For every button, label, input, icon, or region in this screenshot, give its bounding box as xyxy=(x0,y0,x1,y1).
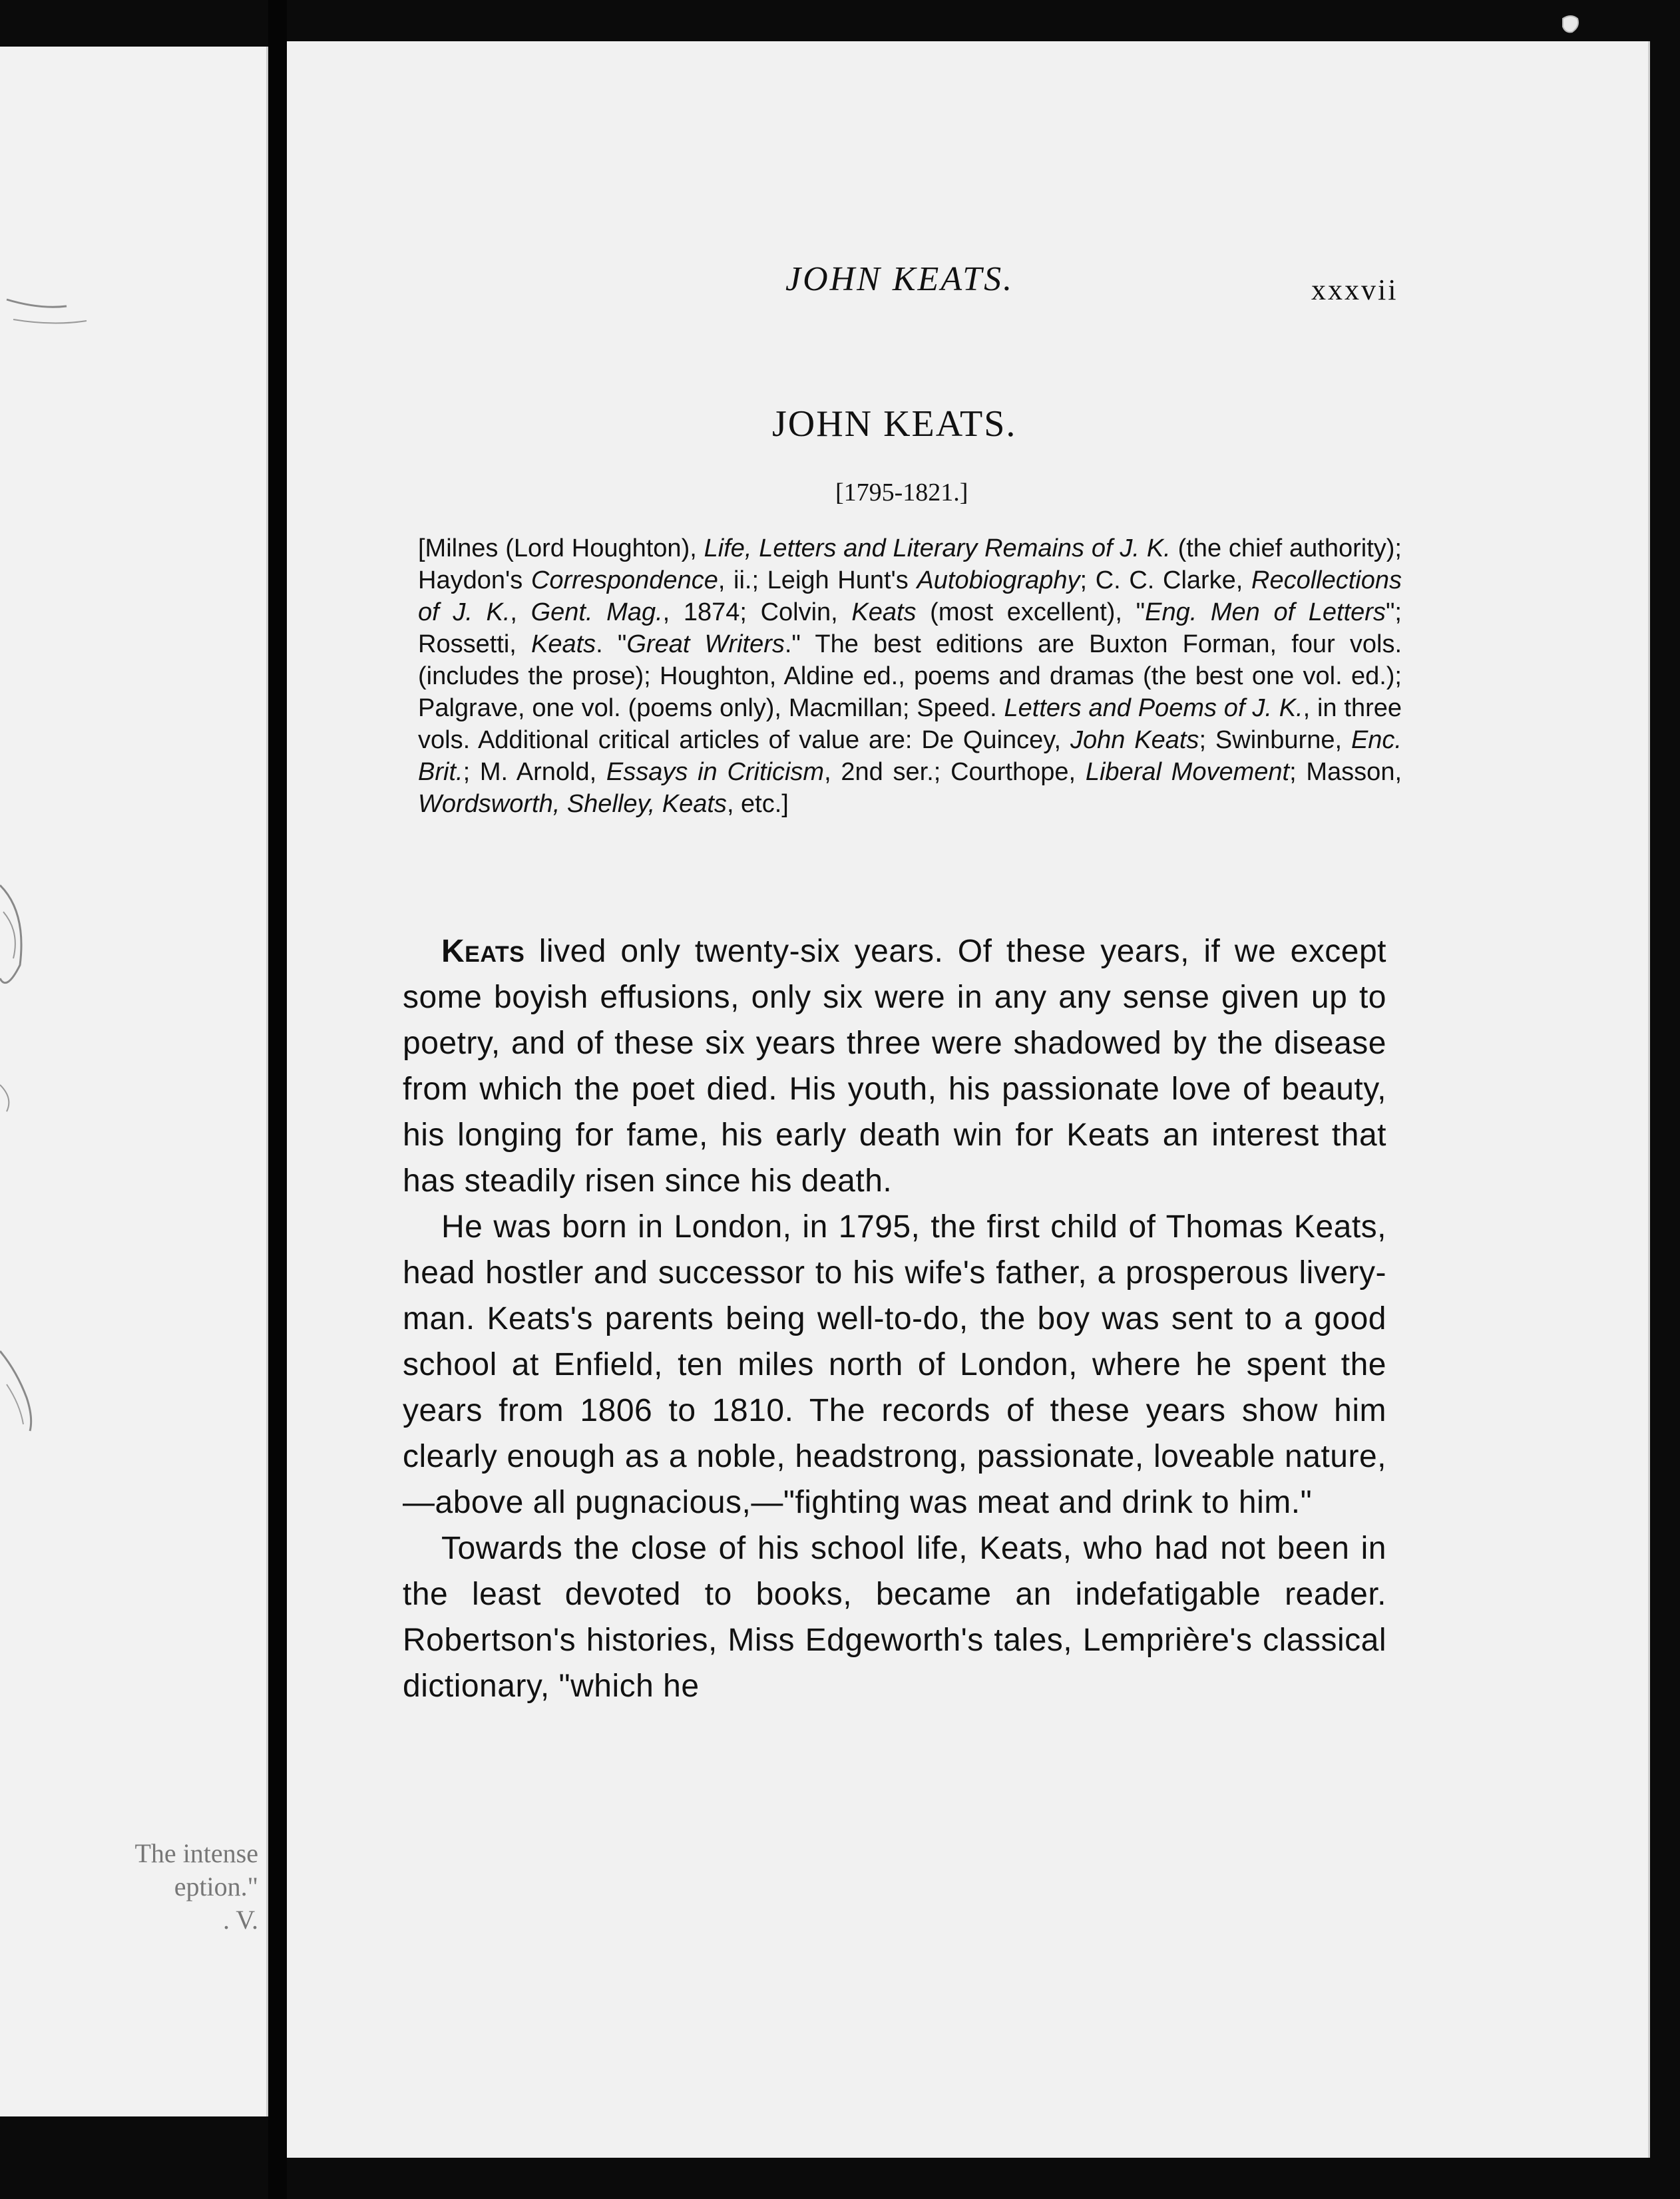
bib-title: Liberal Movement xyxy=(1085,758,1290,786)
bib-text: , etc.] xyxy=(726,790,789,818)
bib-text: ; Swinburne, xyxy=(1199,726,1351,754)
bib-title: Gent. Mag. xyxy=(530,598,663,626)
life-dates: [1795-1821.] xyxy=(835,479,968,506)
bib-title: Letters and Poems of J. K. xyxy=(1004,694,1303,722)
bib-text: (the chief authority); Haydon's xyxy=(418,534,1402,594)
bib-title: Recollections of J. K. xyxy=(418,566,1402,626)
bib-text: ; C. C. Clarke, xyxy=(1080,566,1251,594)
page-number: xxxvii xyxy=(1311,274,1398,306)
lead-word: Keats xyxy=(441,934,525,969)
bib-title: Autobiography xyxy=(917,566,1080,594)
book-gutter xyxy=(268,0,287,2199)
bib-text: ; M. Arnold, xyxy=(463,758,606,786)
bib-text: . " xyxy=(596,630,627,658)
bib-title: Correspondence xyxy=(530,566,718,594)
body-text xyxy=(403,928,1386,1709)
margin-note: The intense eption." . V. xyxy=(134,1838,258,1935)
bib-text: "; Rossetti, xyxy=(418,598,1402,658)
bib-text: , 2nd ser.; Courthope, xyxy=(824,758,1086,786)
paragraph-2: He was born in London, in 1795, the first child of Thomas Keats, head hostler and successor to his wife's father, a prosperous livery-man. Keats's parents being well-to-do, the boy was sent to a good school at Enfield, ten miles north of London, where he spent the years from 1806 to 1810. The records of these years show him clearly enough as a noble, headstrong, passionate, loveable nature,—above all pugnacious,—"fighting was meat and drink to him." xyxy=(403,1209,1386,1520)
bib-text: , xyxy=(510,598,531,626)
bib-title: Enc. Brit. xyxy=(418,726,1402,786)
running-head: JOHN KEATS. xyxy=(785,260,1014,298)
paragraph-3: Towards the close of his school life, Keats, who had not been in the least devoted to books, became an indefatigable reader. Robertson's histories, Miss Edgeworth's tales, Lemprière's classical dictionary, "which he xyxy=(403,1531,1386,1704)
bib-text: ." The best editions are Buxton Forman, four vols. (includes the prose); Houghton, Aldine ed., poems and dramas (the best one vol. ed.); Palgrave, one vol. (poems only), Macmillan; Speed. xyxy=(418,630,1402,722)
bib-text: ; Masson, xyxy=(1289,758,1402,786)
bibliography-note xyxy=(418,532,1402,820)
corner-smudge-icon xyxy=(1558,12,1584,39)
bib-text: , in three vols. Additional critical articles of value are: De Quincey, xyxy=(418,694,1402,754)
paragraph-text: lived only twenty-six years. Of these years, if we except some boyish effusions, only six were in any any sense given up to poetry, and of these six years three were shadowed by the disease from which the poet died. His youth, his passionate love of beauty, his longing for fame, his early death win for Keats an interest that has steadily risen since his death. xyxy=(403,934,1386,1199)
pencil-sketch-illustration xyxy=(0,47,266,2116)
bib-text: (most excellent), " xyxy=(916,598,1146,626)
bib-title: Essays in Criticism xyxy=(606,758,825,786)
chapter-title: JOHN KEATS. xyxy=(772,403,1017,445)
bib-text: , 1874; Colvin, xyxy=(662,598,852,626)
left-facing-page xyxy=(0,47,268,2116)
bib-text: [Milnes (Lord Houghton), xyxy=(418,534,704,562)
bib-title: Wordsworth, Shelley, Keats xyxy=(418,790,727,818)
paragraph-1 xyxy=(403,928,1386,1204)
bib-title: Eng. Men of Letters xyxy=(1145,598,1386,626)
bib-title: Keats xyxy=(851,598,917,626)
bib-title: Great Writers xyxy=(626,630,785,658)
bib-title: Life, Letters and Literary Remains of J. K. xyxy=(704,534,1171,562)
bib-title: Keats xyxy=(530,630,596,658)
bib-title: John Keats xyxy=(1070,726,1199,754)
bib-text: , ii.; Leigh Hunt's xyxy=(718,566,917,594)
